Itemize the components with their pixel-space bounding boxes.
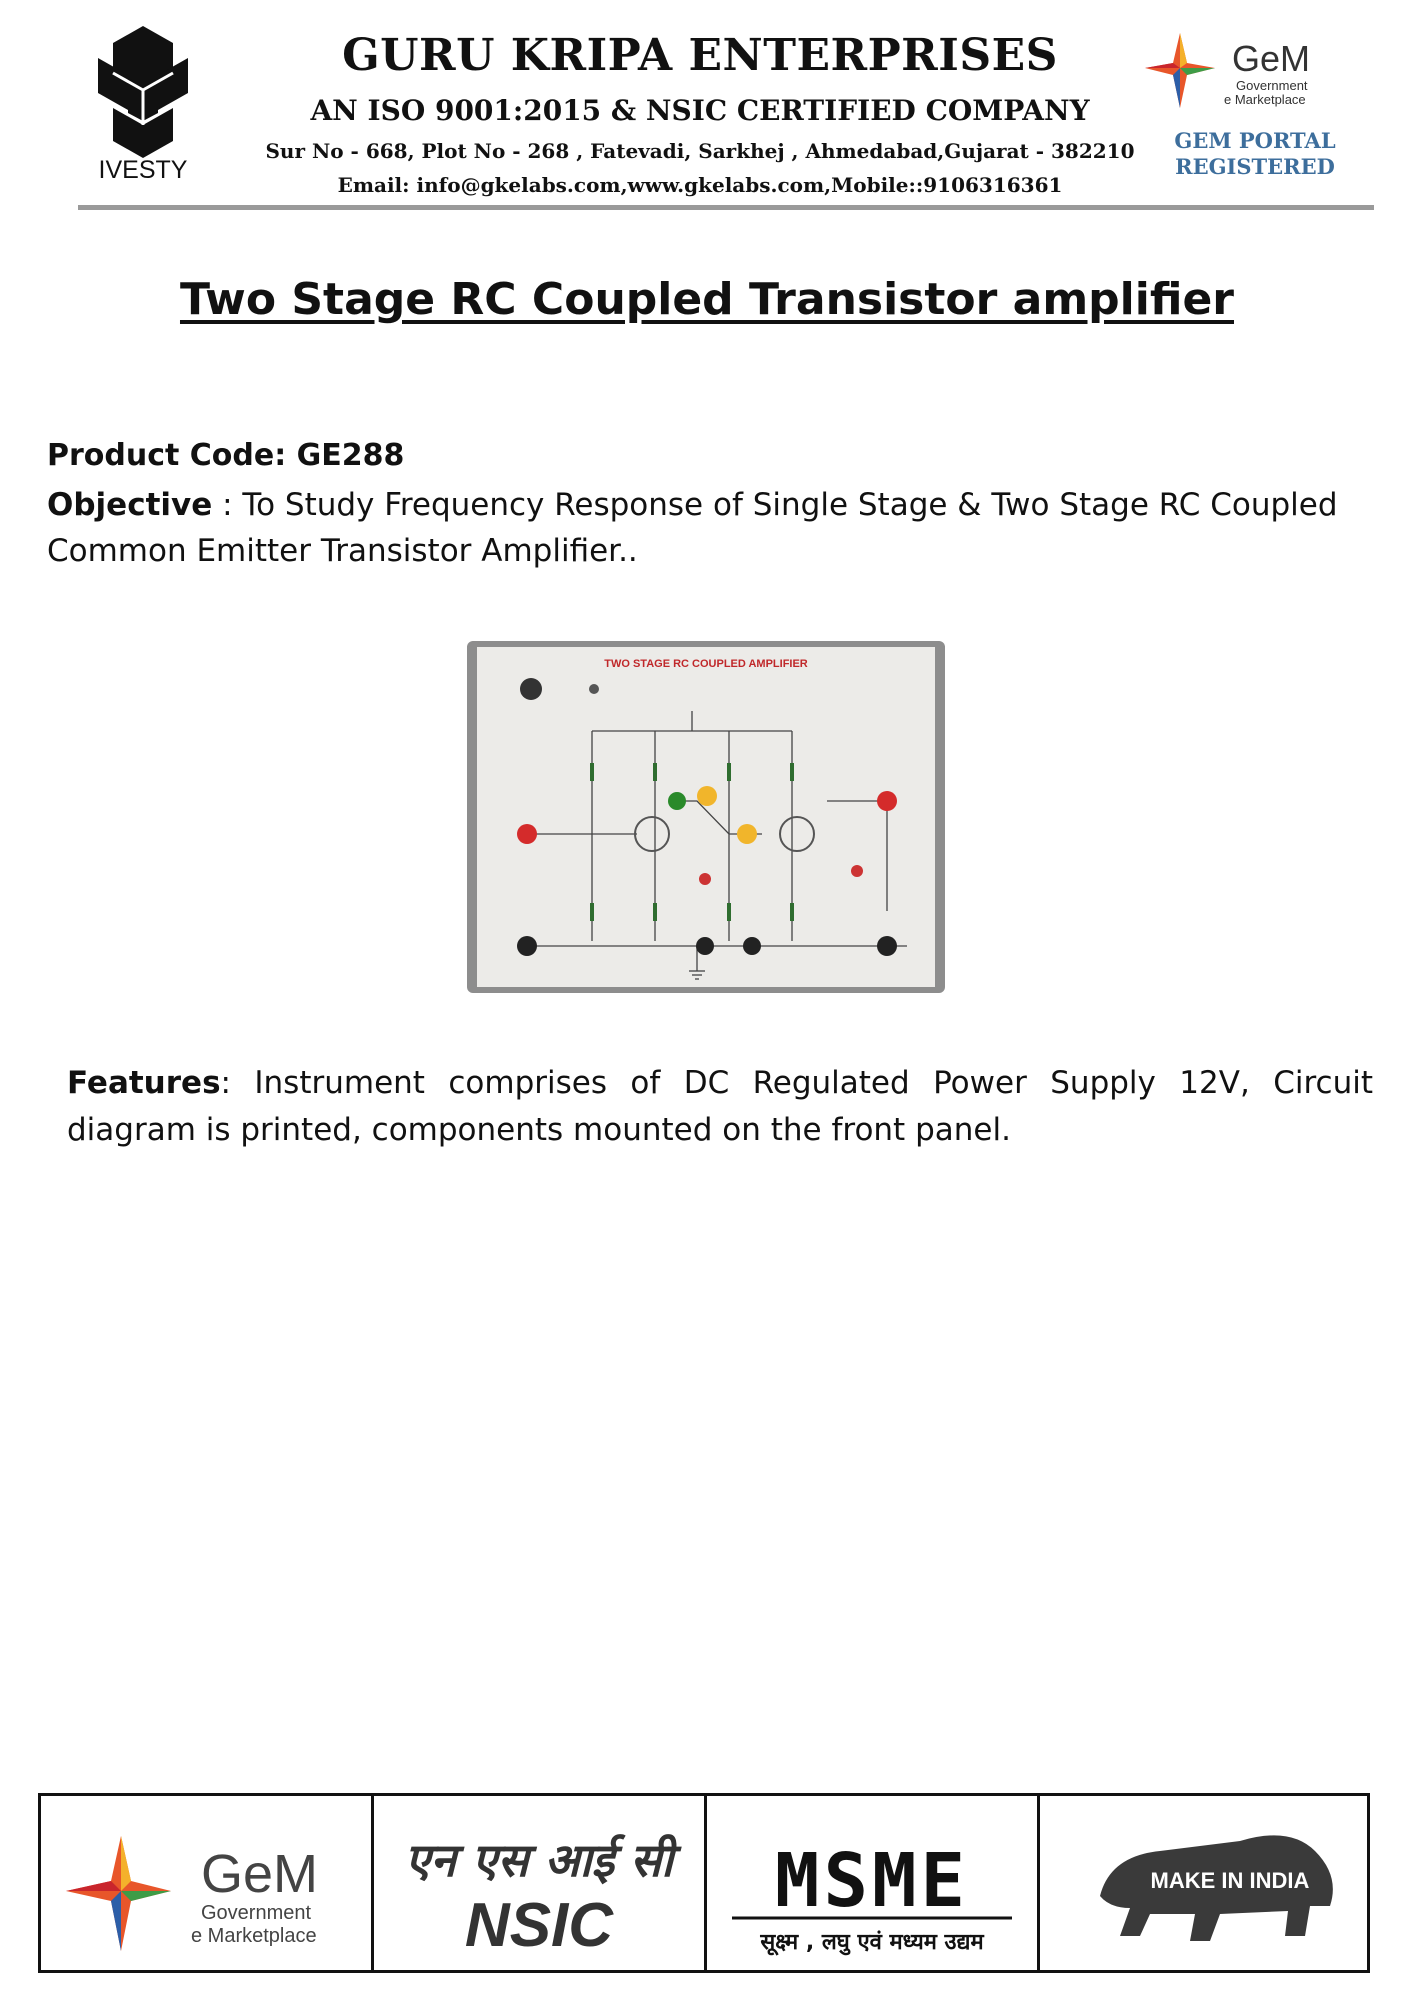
gem-logo-title: GeM bbox=[1232, 38, 1311, 79]
gem-logo-sub2: e Marketplace bbox=[1224, 92, 1306, 107]
output-red-socket-icon bbox=[877, 791, 897, 811]
footer-gem-logo bbox=[41, 1796, 374, 1970]
address-line: Sur No - 668, Plot No - 268 , Fatevadi, Sarkhej , Ahmedabad,Gujarat - 382210 bbox=[265, 139, 1135, 163]
product-code: Product Code: GE288 bbox=[47, 438, 405, 473]
certification-line: AN ISO 9001:2015 & NSIC CERTIFIED COMPANY bbox=[310, 94, 1090, 127]
features-paragraph bbox=[67, 1060, 1373, 1154]
yellow-socket-2-icon bbox=[737, 824, 757, 844]
features-label: Features bbox=[67, 1065, 221, 1101]
msme-hindi-text: सूक्ष्म , लघु एवं मध्यम उद्यम bbox=[760, 1930, 984, 1955]
objective-text: : To Study Frequency Response of Single Stage & Two Stage RC Coupled Common Emitter Transistor Amplifier.. bbox=[47, 487, 1338, 569]
nsic-latin-text: NSIC bbox=[464, 1891, 614, 1960]
panel-title: TWO STAGE RC COUPLED AMPLIFIER bbox=[604, 658, 808, 670]
objective-paragraph bbox=[47, 482, 1377, 574]
company-name: GURU KRIPA ENTERPRISES bbox=[342, 30, 1058, 81]
red-test-point-1-icon bbox=[699, 873, 711, 885]
red-test-point-2-icon bbox=[851, 865, 863, 877]
msme-logo-text: MSME bbox=[774, 1838, 970, 1924]
input-black-socket-icon bbox=[517, 936, 537, 956]
black-socket-mid-1-icon bbox=[696, 937, 714, 955]
gem-portal-badge bbox=[1145, 128, 1365, 180]
gem-logo-sub1: Government bbox=[1236, 78, 1308, 93]
gem-star-icon bbox=[1145, 33, 1215, 108]
power-switch-icon bbox=[520, 678, 542, 700]
input-red-socket-icon bbox=[517, 824, 537, 844]
footer-logo-strip bbox=[38, 1793, 1370, 1973]
company-logo bbox=[78, 18, 208, 183]
footer-gem-title: GeM bbox=[201, 1844, 319, 1904]
gem-star-icon bbox=[66, 1836, 171, 1951]
contact-line: Email: info@gkelabs.com,www.gkelabs.com,Mobile::9106316361 bbox=[337, 173, 1063, 197]
make-in-india-text: MAKE IN INDIA bbox=[1150, 1868, 1310, 1893]
footer-make-in-india-logo bbox=[1040, 1796, 1370, 1970]
header-divider bbox=[78, 205, 1374, 210]
yellow-socket-1-icon bbox=[697, 786, 717, 806]
footer-nsic-logo bbox=[374, 1796, 707, 1970]
gem-portal-line2: REGISTERED bbox=[1175, 154, 1335, 179]
objective-label: Objective bbox=[47, 487, 213, 523]
mains-led-icon bbox=[589, 684, 599, 694]
gem-portal-line1: GEM PORTAL bbox=[1174, 128, 1336, 153]
features-text: : Instrument comprises of DC Regulated Power Supply 12V, Circuit diagram is printed, components mounted on the front panel. bbox=[67, 1065, 1373, 1148]
footer-gem-sub1: Government bbox=[201, 1902, 312, 1924]
footer-msme-logo bbox=[707, 1796, 1040, 1970]
nsic-hindi-text: एन एस आई सी bbox=[404, 1833, 674, 1887]
footer-gem-sub2: e Marketplace bbox=[191, 1925, 317, 1947]
gem-logo-header bbox=[1140, 28, 1340, 128]
logo-text: IVESTY bbox=[98, 156, 188, 184]
black-socket-mid-2-icon bbox=[743, 937, 761, 955]
product-photo bbox=[467, 641, 945, 993]
document-title: Two Stage RC Coupled Transistor amplifier bbox=[179, 274, 1234, 325]
ivesty-cube-icon bbox=[78, 18, 208, 158]
output-black-socket-icon bbox=[877, 936, 897, 956]
coupling-cap-icon bbox=[668, 792, 686, 810]
